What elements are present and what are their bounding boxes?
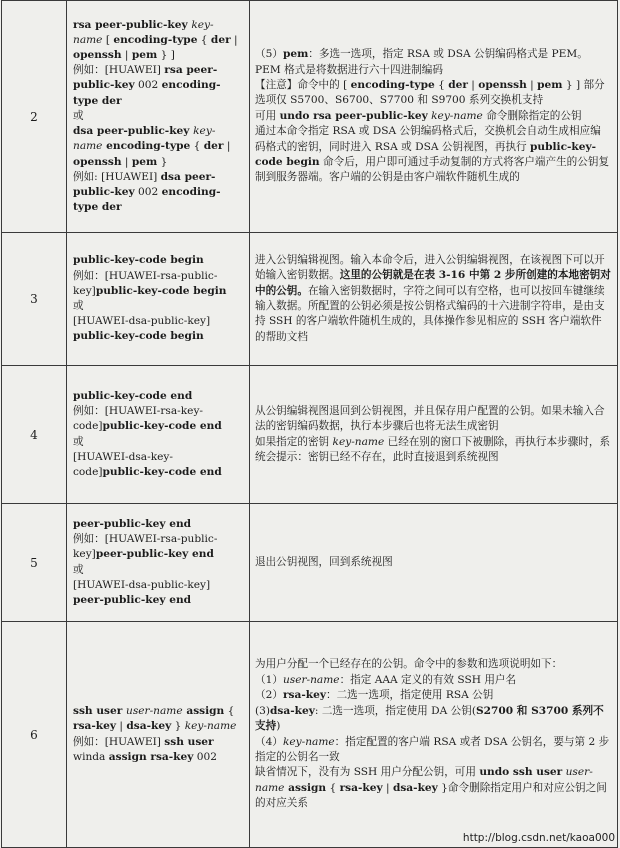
keyword-text: dsa-key bbox=[126, 720, 171, 732]
keyword-text: der bbox=[204, 140, 224, 152]
plain-text: 如果指定的密钥 bbox=[255, 436, 333, 448]
keyword-text: encoding-type der bbox=[73, 79, 221, 106]
paragraph bbox=[73, 109, 243, 124]
parameter-text: key-name bbox=[185, 720, 237, 732]
description-cell bbox=[250, 1, 618, 233]
step-number: 6 bbox=[2, 622, 67, 848]
plain-text: 通过本命令指定 RSA 或 DSA 公钥编码格式后，交换机会自动生成相应编码格式的密钥，同时进入 RSA 或 DSA 公钥视图，再执行 bbox=[255, 125, 601, 152]
plain-text: [HUAWEI-dsa-public-key] bbox=[73, 315, 210, 327]
command-cell bbox=[67, 504, 250, 622]
paragraph bbox=[73, 124, 243, 170]
paragraph bbox=[255, 555, 611, 570]
paragraph bbox=[73, 63, 243, 109]
keyword-text: public-key-code begin bbox=[96, 285, 227, 297]
plain-text: 例如：[HUAWEI-rsa-public-key] bbox=[73, 533, 217, 560]
command-cell bbox=[67, 366, 250, 504]
keyword-text: pem bbox=[283, 48, 308, 60]
keyword-text: public-key-code begin bbox=[73, 254, 204, 266]
keyword-text: encoding-type bbox=[102, 140, 190, 152]
description-cell bbox=[250, 366, 618, 504]
plain-text: } bbox=[157, 156, 167, 168]
plain-text: 例如：[HUAWEI] bbox=[73, 64, 164, 76]
plain-text: { bbox=[190, 140, 203, 152]
paragraph bbox=[255, 735, 611, 766]
paragraph bbox=[255, 657, 611, 672]
paragraph bbox=[255, 435, 611, 466]
keyword-text: peer-public-key end bbox=[96, 548, 214, 560]
plain-text: 或 bbox=[73, 564, 84, 576]
plain-text: 002 bbox=[193, 751, 217, 763]
step-number: 3 bbox=[2, 233, 67, 366]
paragraph bbox=[73, 532, 243, 562]
plain-text: （4） bbox=[255, 736, 283, 748]
plain-text: 例如：[HUAWEI-rsa-key-code] bbox=[73, 405, 203, 432]
paragraph bbox=[255, 109, 611, 124]
parameter-text: key-name bbox=[431, 110, 483, 122]
plain-text: 命令删除指定的公钥 bbox=[483, 110, 582, 122]
keyword-text: public-key-code end bbox=[103, 420, 222, 432]
keyword-text: undo ssh user bbox=[479, 766, 562, 778]
plain-text: } ] 部分选项仅 S5700、S6700、S7700 和 S9700 系列交换机支持 bbox=[255, 79, 605, 106]
plain-text: 例如: [HUAWEI] bbox=[73, 171, 161, 183]
plain-text: ：二选一选项，指定使用 RSA 公钥 bbox=[326, 689, 493, 701]
description-cell bbox=[250, 622, 618, 848]
plain-text: 可用 bbox=[255, 110, 280, 122]
plain-text: (3) bbox=[255, 705, 270, 717]
keyword-text: der bbox=[448, 79, 468, 91]
paragraph bbox=[255, 765, 611, 811]
keyword-text: openssh bbox=[73, 49, 122, 61]
plain-text: : 二选一选项，指定使用 DA 公钥( bbox=[315, 705, 476, 717]
parameter-text: key-name bbox=[73, 19, 214, 46]
paragraph bbox=[255, 253, 611, 345]
plain-text: ：指定 AAA 定义的有效 SSH 用户名 bbox=[340, 674, 517, 686]
command-cell bbox=[67, 622, 250, 848]
paragraph bbox=[73, 450, 243, 480]
keyword-text: ssh user bbox=[164, 736, 213, 748]
parameter-text: key-name bbox=[283, 736, 335, 748]
keyword-text: assign bbox=[284, 782, 326, 794]
plain-text: [HUAWEI-dsa-key-code] bbox=[73, 451, 173, 478]
plain-text: 【注意】命令中的 [ bbox=[255, 79, 351, 91]
plain-text: | bbox=[468, 79, 478, 91]
plain-text: 从公钥编辑视图退回到公钥视图，并且保存用户配置的公钥。如果未输入合法的密钥编码数据，执行本步骤后也将无法生成密钥 bbox=[255, 405, 605, 432]
keyword-text: public-key-code end bbox=[103, 466, 222, 478]
plain-text: 002 bbox=[135, 186, 162, 198]
paragraph bbox=[73, 563, 243, 578]
plain-text: [HUAWEI-dsa-public-key] bbox=[73, 579, 210, 591]
keyword-text: encoding-type bbox=[113, 34, 197, 46]
plain-text: [ bbox=[102, 34, 113, 46]
plain-text: 或 bbox=[73, 110, 84, 122]
keyword-text: rsa-key bbox=[283, 689, 326, 701]
keyword-text: dsa peer-public-key bbox=[73, 171, 215, 198]
keyword-text: assign bbox=[183, 705, 225, 717]
parameter-text: user-name bbox=[126, 705, 183, 717]
table-body bbox=[2, 1, 618, 848]
ssh-public-key-config-table bbox=[1, 0, 618, 848]
plain-text: | bbox=[527, 79, 537, 91]
plain-text: | bbox=[223, 140, 230, 152]
plain-text: ：指定配置的客户端 RSA 或者 DSA 公钥名，要与第 2 步指定的公钥名一致 bbox=[255, 736, 609, 763]
paragraph bbox=[255, 124, 611, 186]
paragraph bbox=[73, 170, 243, 216]
keyword-text: S2700 和 S3700 系列不支持 bbox=[255, 705, 604, 732]
step-number: 2 bbox=[2, 1, 67, 233]
paragraph bbox=[73, 735, 243, 765]
keyword-text: peer-public-key end bbox=[73, 518, 191, 530]
keyword-text: 这里的公钥就是在表 3-16 中第 2 步所创建的本地密钥对中的公钥。 bbox=[255, 269, 611, 296]
step-number: 4 bbox=[2, 366, 67, 504]
plain-text: | bbox=[122, 156, 132, 168]
plain-text: { bbox=[224, 705, 234, 717]
paragraph bbox=[73, 18, 243, 64]
paragraph bbox=[73, 314, 243, 344]
keyword-text: encoding-type der bbox=[73, 186, 221, 213]
keyword-text: rsa-key bbox=[73, 720, 116, 732]
paragraph bbox=[73, 404, 243, 434]
description-cell bbox=[250, 233, 618, 366]
plain-text: 进入公钥编辑视图。输入本命令后，进入公钥编辑视图，在该视图下可以开始输入密钥数据。 bbox=[255, 254, 605, 281]
table-row bbox=[2, 504, 618, 622]
keyword-text: dsa-key bbox=[393, 782, 438, 794]
keyword-text: pem bbox=[132, 156, 157, 168]
plain-text: { bbox=[326, 782, 339, 794]
paragraph bbox=[73, 269, 243, 299]
keyword-text: openssh bbox=[478, 79, 527, 91]
table-row bbox=[2, 366, 618, 504]
paragraph bbox=[73, 517, 243, 532]
command-cell bbox=[67, 1, 250, 233]
plain-text: ：多选一选项，指定 RSA 或 DSA 公钥编码格式是 PEM。PEM 格式是将数据进行六十四进制编码 bbox=[255, 48, 588, 75]
keyword-text: encoding-type bbox=[351, 79, 435, 91]
table-row bbox=[2, 1, 618, 233]
paragraph bbox=[255, 47, 611, 78]
paragraph bbox=[255, 673, 611, 688]
paragraph bbox=[255, 78, 611, 109]
description-cell bbox=[250, 504, 618, 622]
paragraph bbox=[255, 404, 611, 435]
paragraph bbox=[73, 435, 243, 450]
keyword-text: der bbox=[211, 34, 231, 46]
paragraph bbox=[255, 704, 611, 735]
table-row bbox=[2, 622, 618, 848]
keyword-text: public-key-code end bbox=[73, 390, 192, 402]
keyword-text: openssh bbox=[73, 156, 122, 168]
keyword-text: assign rsa-key bbox=[109, 751, 194, 763]
plain-text: （2） bbox=[255, 689, 283, 701]
plain-text: 002 bbox=[135, 79, 162, 91]
watermark-url: http://blog.csdn.net/kaoa000 bbox=[462, 832, 616, 844]
plain-text: } ] bbox=[157, 49, 175, 61]
plain-text: { bbox=[197, 34, 210, 46]
table-row bbox=[2, 233, 618, 366]
paragraph bbox=[73, 704, 243, 734]
parameter-text: user-name bbox=[255, 766, 593, 793]
keyword-text: pem bbox=[132, 49, 157, 61]
plain-text: | bbox=[116, 720, 126, 732]
paragraph bbox=[73, 253, 243, 268]
plain-text: （1） bbox=[255, 674, 283, 686]
plain-text: 已经在别的窗口下被删除，再执行本步骤时，系统会提示：密钥已经不存在，此时直接退到系统视图 bbox=[255, 436, 610, 463]
command-cell bbox=[67, 233, 250, 366]
keyword-text: rsa peer-public-key bbox=[73, 19, 191, 31]
paragraph bbox=[73, 299, 243, 314]
keyword-text: peer-public-key end bbox=[73, 594, 191, 606]
keyword-text: ssh user bbox=[73, 705, 126, 717]
plain-text: | bbox=[383, 782, 393, 794]
plain-text: }命令删除指定用户和对应公钥之间的对应关系 bbox=[255, 782, 607, 809]
plain-text: | bbox=[231, 34, 238, 46]
keyword-text: dsa peer-public-key bbox=[73, 125, 193, 137]
step-number: 5 bbox=[2, 504, 67, 622]
keyword-text: dsa-key bbox=[270, 705, 315, 717]
plain-text: 例如：[HUAWEI] bbox=[73, 736, 164, 748]
plain-text: 或 bbox=[73, 436, 84, 448]
parameter-text: user-name bbox=[283, 674, 340, 686]
plain-text: } bbox=[171, 720, 184, 732]
keyword-text: rsa peer-public-key bbox=[73, 64, 217, 91]
parameter-text: key-name bbox=[333, 436, 385, 448]
plain-text: 命令后，用户即可通过手动复制的方式将客户端产生的公钥复制到服务器端。客户端的公钥是由客户端软件随机生成的 bbox=[255, 156, 609, 183]
plain-text: 缺省情况下，没有为 SSH 用户分配公钥，可用 bbox=[255, 766, 479, 778]
keyword-text: public-key-code begin bbox=[73, 330, 204, 342]
keyword-text: public-key-code begin bbox=[255, 141, 596, 168]
plain-text: winda bbox=[73, 751, 109, 763]
plain-text: 为用户分配一个已经存在的公钥。命令中的参数和选项说明如下： bbox=[255, 658, 562, 670]
keyword-text: pem bbox=[537, 79, 562, 91]
keyword-text: rsa-key bbox=[340, 782, 383, 794]
paragraph bbox=[73, 389, 243, 404]
plain-text: | bbox=[122, 49, 132, 61]
plain-text: 退出公钥视图，回到系统视图 bbox=[255, 556, 393, 568]
plain-text: （5） bbox=[255, 48, 283, 60]
parameter-text: key-name bbox=[73, 125, 215, 152]
plain-text: 在输入密钥数据时，字符之间可以有空格，也可以按回车键继续输入数据。所配置的公钥必须是按公钥格式编码的十六进制字符串，是由支持 SSH 的客户端软件随机生成的，具体操作参见相应的 SSH 客户端软件的帮助文档 bbox=[255, 285, 605, 343]
plain-text: 例如：[HUAWEI-rsa-public-key] bbox=[73, 270, 217, 297]
paragraph bbox=[73, 578, 243, 608]
keyword-text: undo rsa peer-public-key bbox=[280, 110, 428, 122]
plain-text: 或 bbox=[73, 300, 84, 312]
paragraph bbox=[255, 688, 611, 703]
plain-text: ) bbox=[276, 720, 280, 732]
plain-text: { bbox=[435, 79, 448, 91]
